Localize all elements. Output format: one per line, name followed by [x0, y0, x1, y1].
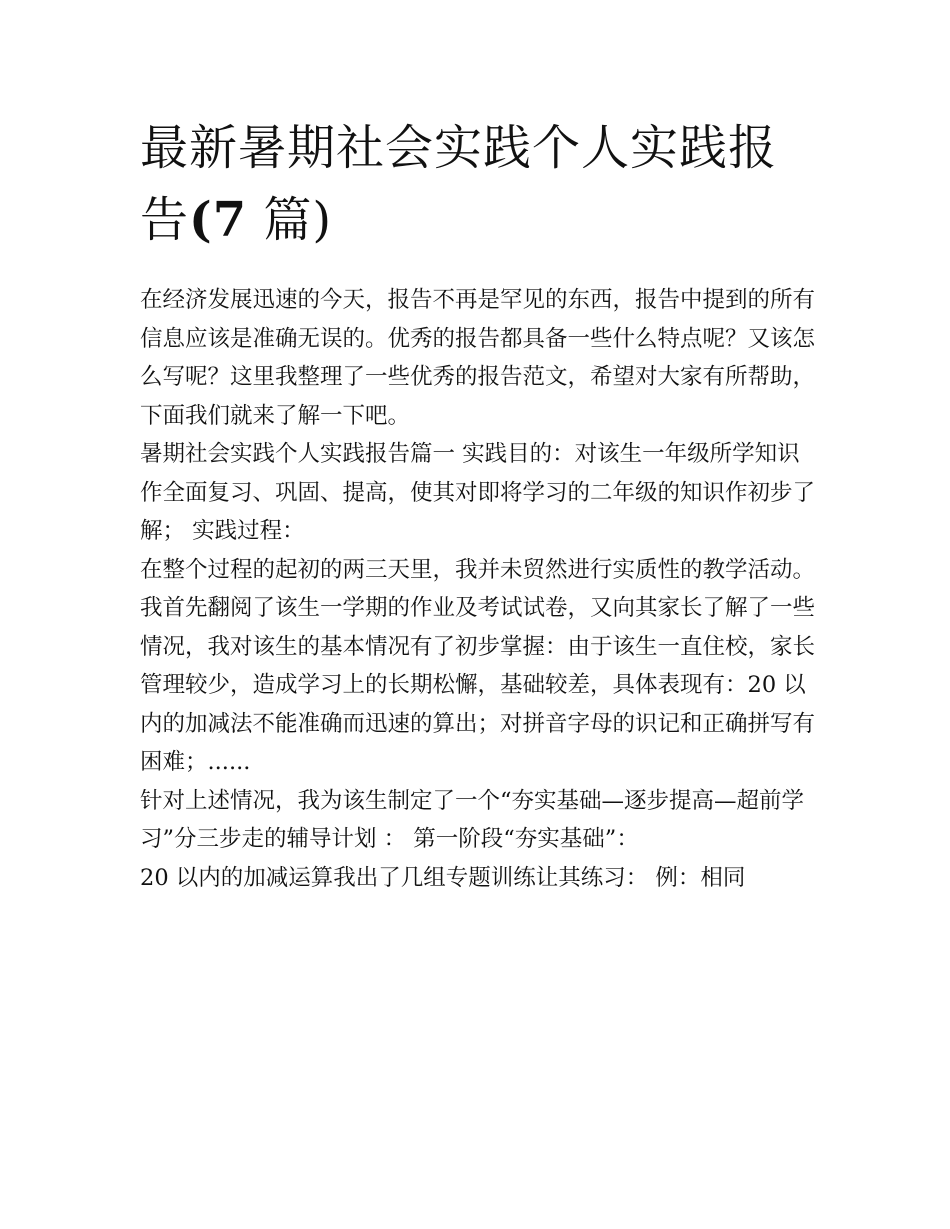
paragraph-practice: 20 以内的加减运算我出了几组专题训练让其练习： 例：相同	[140, 864, 746, 891]
document-body	[140, 281, 820, 897]
paragraph-process: 在整个过程的起初的两三天里，我并未贸然进行实质性的教学活动。我首先翻阅了该生一学期的作业及考试试卷，又向其家长了解了一些情况，我对该生的基本情况有了初步掌握：由于该生一直住校，家长管理较少，造成学习上的长期松懈，基础较差，具体表现有：20 以内的加减法不能准确而迅速的算出；对拼音字母的识记和正确拼写有困难；......	[140, 556, 816, 775]
title-count: (7	[189, 192, 248, 248]
paragraph-plan: 针对上述情况，我为该生制定了一个“夯实基础—逐步提高—超前学习”分三步走的辅导计划 ： 第一阶段“夯实基础”：	[140, 787, 805, 852]
paragraph-intro: 在经济发展迅速的今天，报告不再是罕见的东西，报告中提到的所有信息应该是准确无误的。优秀的报告都具备一些什么特点呢？又该怎么写呢？这里我整理了一些优秀的报告范文，希望对大家有所帮助，下面我们就来了解一下吧。	[140, 287, 816, 429]
document-title	[140, 112, 820, 256]
title-suffix: 篇)	[263, 192, 333, 248]
title-text-continued: 告	[140, 192, 190, 248]
title-text: 最新暑期社会实践个人实践报	[140, 120, 778, 176]
paragraph-purpose: 暑期社会实践个人实践报告篇一 实践目的：对该生一年级所学知识作全面复习、巩固、提高，使其对即将学习的二年级的知识作初步了解； 实践过程：	[140, 441, 816, 544]
